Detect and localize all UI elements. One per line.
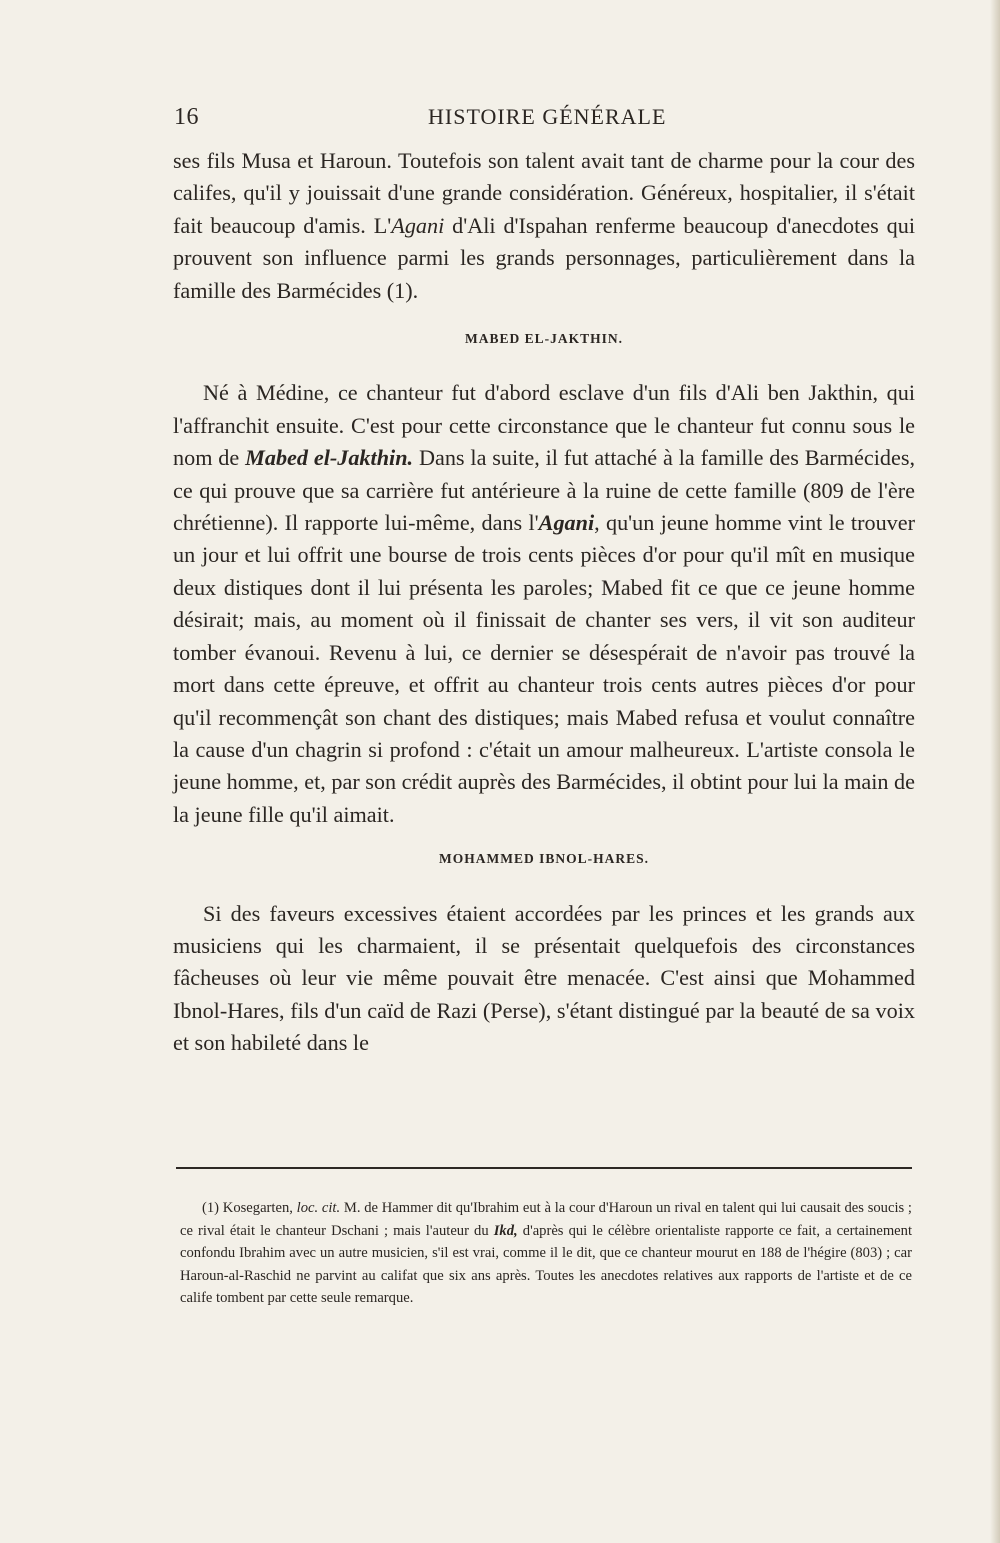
- name-mabed-el-jakthin: Mabed el-Jakthin.: [245, 445, 414, 471]
- paragraph-text: Né à Médine, ce chanteur fut d'abord esclave d'un fils d'Ali ben Jakthin, qui l'affranchit ensuite. C'est pour cette circonstance que le chanteur fut connu sous le nom de: [173, 380, 915, 471]
- paragraph-continuation: [173, 145, 915, 307]
- book-title-agani: Agani: [538, 510, 595, 536]
- paragraph-mabed: [173, 377, 915, 831]
- paragraph-text: ses fils Musa et Haroun. Toutefois son talent avait tant de charme pour la cour des califes, qu'il y jouissait d'une grande considération. Généreux, hospitalier, il s'était fait beaucoup d'amis. L': [173, 148, 915, 238]
- footnote-text: d'après qui le célèbre orientaliste rapporte ce fait, a certainement confondu Ibrahim avec un autre musicien, s'il est vrai, comme il le dit, que ce chanteur mourut en 188 de l'hégire (803) ; car Haroun-al-Raschid ne parvint au califat que six ans après. Toutes les anecdotes relatives aux rapports de l'artiste et de ce calife tombent par cette seule remarque.: [180, 1222, 913, 1307]
- footnote-text: M. de Hammer dit qu'Ibrahim eut à la cour d'Haroun un rival en talent qui lui causait des soucis ; ce rival était le chanteur Dschani ; mais l'auteur du: [180, 1200, 912, 1239]
- page-edge-shadow: [990, 0, 1000, 1543]
- paragraph-mohammed: Si des faveurs excessives étaient accordées par les princes et les grands aux musiciens qui les charmaient, il se présentait quelquefois des circonstances fâcheuses où leur vie même pouvait être menacée. C'est ainsi que Mohammed Ibnol-Hares, fils d'un caïd de Razi (Perse), s'étant distingué par la beauté de sa voix et son habileté dans le: [173, 900, 915, 1056]
- footnote-separator: [176, 1167, 912, 1169]
- footnote-marker: (1): [202, 1200, 223, 1216]
- book-title-ikd: Ikd,: [493, 1222, 518, 1239]
- section-heading-mohammed: MOHAMMED IBNOL-HARES.: [439, 851, 649, 867]
- page-header: [170, 104, 914, 140]
- footnote-citation: loc. cit.: [296, 1200, 341, 1216]
- footnote-text: Kosegarten,: [222, 1200, 297, 1216]
- running-title: HISTOIRE GÉNÉRALE: [428, 104, 667, 129]
- paragraph-text: , qu'un jeune homme vint le trouver un jour et lui offrit une bourse de trois cents pièces d'or pour qu'il mît en musique deux distiques dont il lui présenta les paroles; Mabed fit ce que ce jeune homme désirait; mais, au moment où il finissait de chanter ses vers, il vit son auditeur tomber évanoui. Revenu à lui, ce dernier se désespérait de n'avoir pas trouvé la mort dans cette épreuve, et offrit au chanteur trois cents autres pièces d'or pour qu'il recommençât son chant des distiques; mais Mabed refusa et voulut connaître la cause d'un chagrin si profond : c'était un amour malheureux. L'artiste consola le jeune homme, et, par son crédit auprès des Barmécides, il obtint pour lui la main de la jeune fille qu'il aimait.: [173, 510, 916, 827]
- footnote: [180, 1197, 912, 1310]
- paragraph-text: d'Ali d'Ispahan renferme beaucoup d'anecdotes qui prouvent son influence parmi les grands personnages, particulièrement dans la famille des Barmécides (1).: [173, 212, 916, 303]
- page-number: 16: [174, 104, 199, 130]
- main-text: [173, 145, 915, 1060]
- paragraph-text: Dans la suite, il fut attaché à la famille des Barmécides, ce qui prouve que sa carrière fut antérieure à la ruine de cette famille (809 de l'ère chrétienne). Il rapporte lui-même, dans l': [173, 445, 915, 536]
- book-title-agani: Agani: [391, 212, 445, 238]
- section-heading-mabed: MABED EL-JAKTHIN.: [464, 331, 623, 347]
